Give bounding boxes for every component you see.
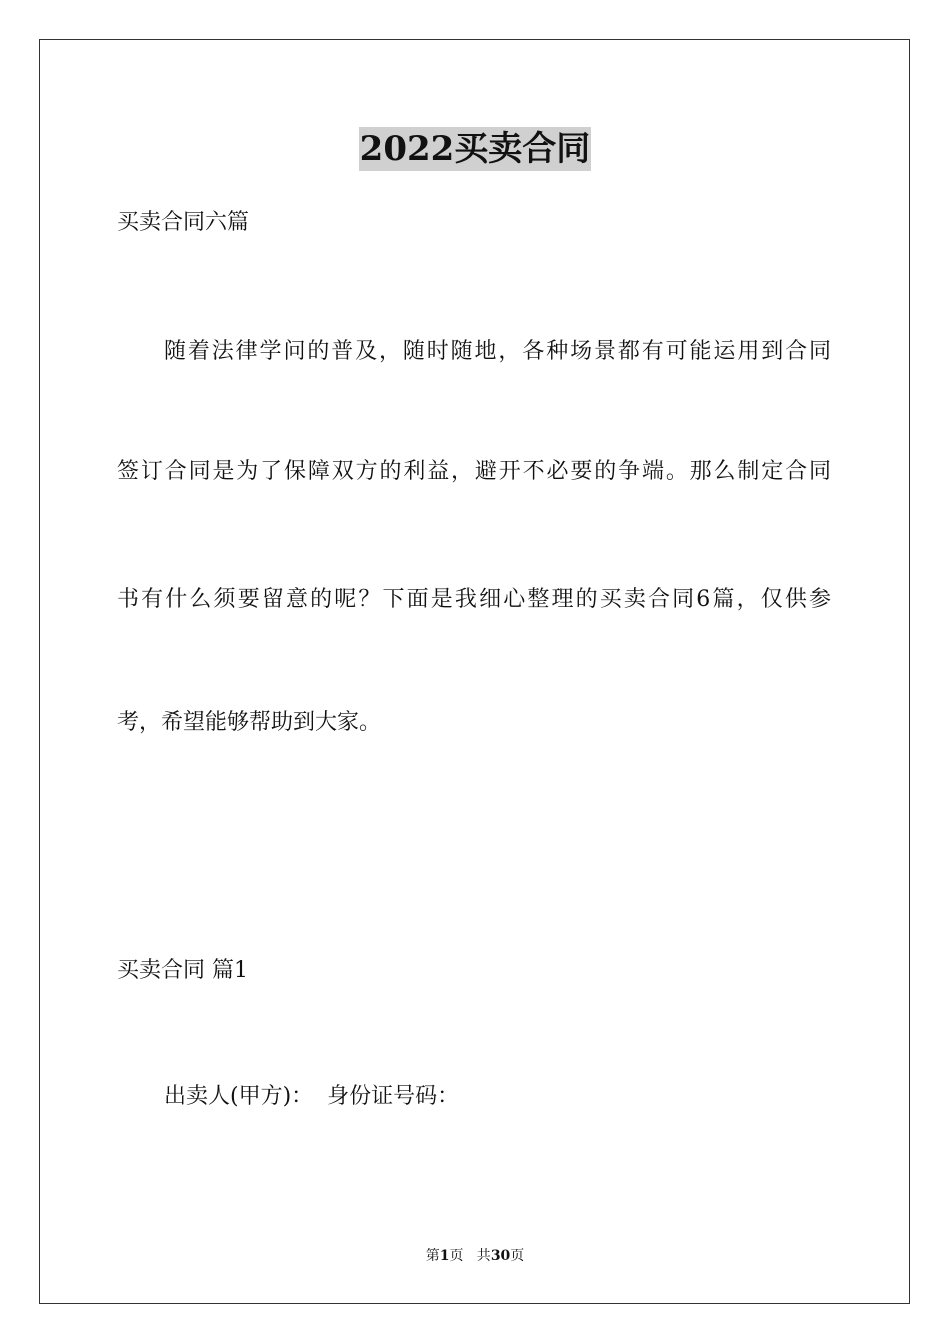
document-subtitle: 买卖合同六篇: [117, 210, 250, 235]
intro-line-1: 随着法律学问的普及，随时随地，各种场景都有可能运用到合同: [164, 339, 831, 364]
footer-suffix: 页: [510, 1248, 525, 1264]
intro-line-3: 书有什么须要留意的呢？下面是我细心整理的买卖合同6篇，仅供参: [117, 587, 831, 612]
footer-middle: 页 共: [449, 1248, 491, 1264]
footer-prefix: 第: [425, 1248, 440, 1264]
document-title: [0, 127, 950, 171]
seller-line: 出卖人(甲方)： 身份证号码：: [164, 1084, 460, 1109]
intro-line-2: 签订合同是为了保障双方的利益，避开不必要的争端。那么制定合同: [117, 459, 831, 484]
footer-total-pages: 30: [490, 1248, 511, 1264]
intro-line-4: 考，希望能够帮助到大家。: [117, 710, 382, 735]
footer-page-number: 1: [439, 1248, 450, 1264]
document-title-text: 2022买卖合同: [359, 129, 591, 169]
section-heading: 买卖合同 篇1: [117, 958, 248, 983]
page-footer: [0, 1246, 950, 1266]
